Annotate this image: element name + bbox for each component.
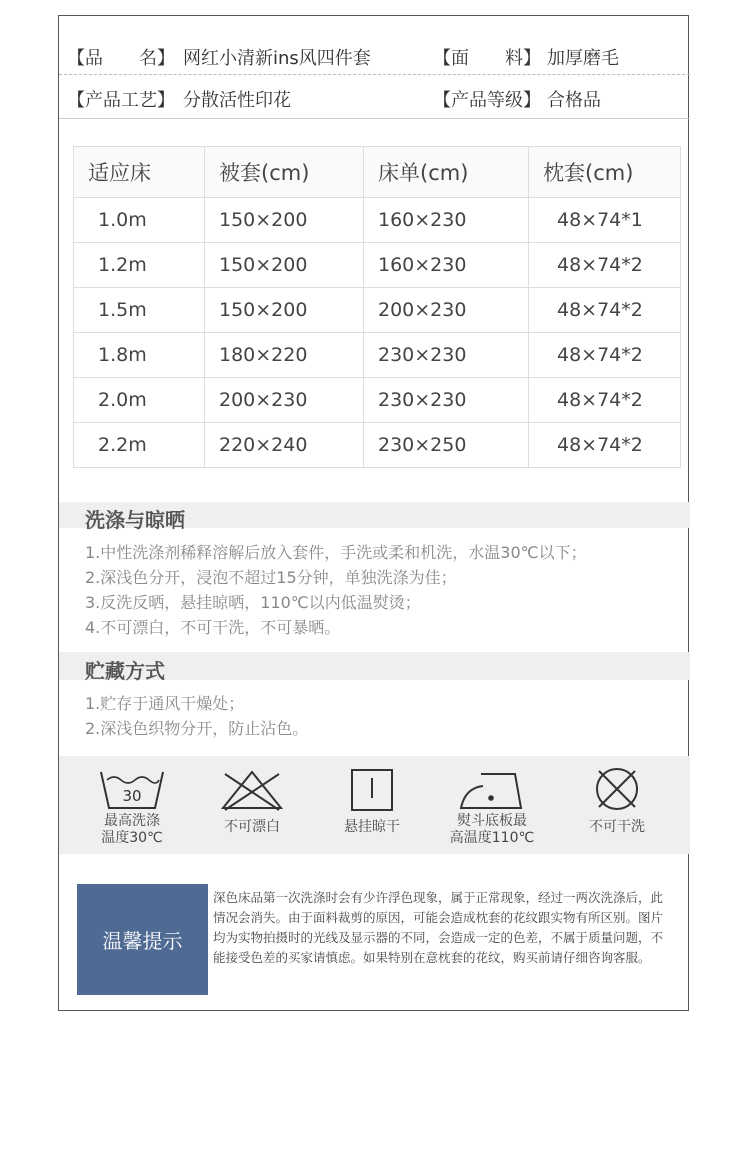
care-icons-band [59, 756, 690, 854]
storage-title: 贮藏方式 [85, 659, 165, 683]
table-cell: 48×74*1 [529, 198, 681, 243]
tip-title-box [77, 884, 208, 995]
no-bleach-icon [217, 766, 287, 812]
fabric-label: 【面 料】 [433, 48, 541, 69]
table-cell: 220×240 [205, 423, 364, 468]
product-info-row-2 [59, 78, 690, 119]
table-row [74, 378, 681, 423]
care-icon-label: 高温度110℃ [449, 830, 535, 846]
table-cell: 230×230 [364, 378, 529, 423]
table-header-row [74, 147, 681, 198]
grade-value: 合格品 [547, 90, 601, 111]
product-info-row-1 [59, 36, 690, 75]
washing-line: 2.深浅色分开，浸泡不超过15分钟，单独洗涤为佳； [85, 568, 457, 587]
table-cell: 1.8m [74, 333, 205, 378]
care-icon-iron [437, 766, 547, 846]
no-dry-clean-icon [582, 766, 652, 812]
table-cell: 160×230 [364, 243, 529, 288]
table-cell: 180×220 [205, 333, 364, 378]
column-header: 被套(cm) [205, 147, 364, 198]
care-icon-label: 熨斗底板最 [457, 813, 527, 829]
table-cell: 200×230 [364, 288, 529, 333]
product-name-value: 网红小清新ins风四件套 [183, 48, 371, 69]
table-cell: 48×74*2 [529, 333, 681, 378]
care-icon-label: 不可漂白 [224, 819, 280, 835]
fabric-value: 加厚磨毛 [547, 48, 619, 69]
wash-temp-number: 30 [122, 787, 142, 805]
wash-30-icon [97, 766, 167, 812]
product-name-label: 【品 名】 [67, 48, 175, 69]
grade-label: 【产品等级】 [433, 90, 541, 111]
table-row [74, 423, 681, 468]
washing-line: 4.不可漂白，不可干洗，不可暴晒。 [85, 618, 341, 637]
storage-line: 2.深浅色织物分开，防止沾色。 [85, 719, 309, 738]
table-cell: 160×230 [364, 198, 529, 243]
column-header: 枕套(cm) [529, 147, 681, 198]
care-icon-label: 悬挂晾干 [344, 819, 400, 835]
table-row [74, 333, 681, 378]
column-header: 床单(cm) [364, 147, 529, 198]
table-cell: 48×74*2 [529, 423, 681, 468]
table-row [74, 243, 681, 288]
table-row [74, 198, 681, 243]
table-cell: 48×74*2 [529, 243, 681, 288]
craft-value: 分散活性印花 [183, 90, 291, 111]
washing-line: 1.中性洗涤剂稀释溶解后放入套件，手洗或柔和机洗，水温30℃以下； [85, 543, 587, 562]
craft-label: 【产品工艺】 [67, 90, 175, 111]
washing-title: 洗涤与晾晒 [85, 508, 185, 532]
table-cell: 150×200 [205, 198, 364, 243]
tip-title: 温馨提示 [102, 929, 183, 953]
storage-line: 1.贮存于通风干燥处； [85, 694, 245, 713]
care-icon-label: 最高洗涤 [104, 813, 160, 829]
table-cell: 1.2m [74, 243, 205, 288]
table-cell: 230×230 [364, 333, 529, 378]
table-cell: 150×200 [205, 288, 364, 333]
table-cell: 2.0m [74, 378, 205, 423]
hang-dry-icon [337, 766, 407, 812]
care-icon-wash [77, 766, 187, 846]
table-cell: 1.5m [74, 288, 205, 333]
table-cell: 200×230 [205, 378, 364, 423]
washing-line: 3.反洗反晒，悬挂晾晒，110℃以内低温熨烫； [85, 593, 421, 612]
care-icon-bleach [197, 766, 307, 835]
iron-icon [457, 766, 527, 812]
table-cell: 230×250 [364, 423, 529, 468]
product-detail-card [58, 15, 689, 1011]
size-table [73, 146, 681, 468]
care-icon-label: 温度30℃ [101, 830, 163, 846]
table-cell: 48×74*2 [529, 288, 681, 333]
table-row [74, 288, 681, 333]
column-header: 适应床 [74, 147, 205, 198]
table-cell: 48×74*2 [529, 378, 681, 423]
care-icon-label: 不可干洗 [589, 819, 645, 835]
tip-text: 深色床品第一次洗涤时会有少许浮色现象，属于正常现象，经过一两次洗涤后，此情况会消失。由于面料裁剪的原因，可能会造成枕套的花纹跟实物有所区别。图片均为实物拍摄时的光线及显示器的不同，会造成一定的色差，不属于质量问题，不能接受色差的买家请慎虑。如果特别在意枕套的花纹，购买前请仔细咨询客服。 [213, 890, 664, 965]
table-cell: 150×200 [205, 243, 364, 288]
care-icon-hang [317, 766, 427, 835]
table-cell: 2.2m [74, 423, 205, 468]
care-icon-dryclean [562, 766, 672, 835]
table-cell: 1.0m [74, 198, 205, 243]
